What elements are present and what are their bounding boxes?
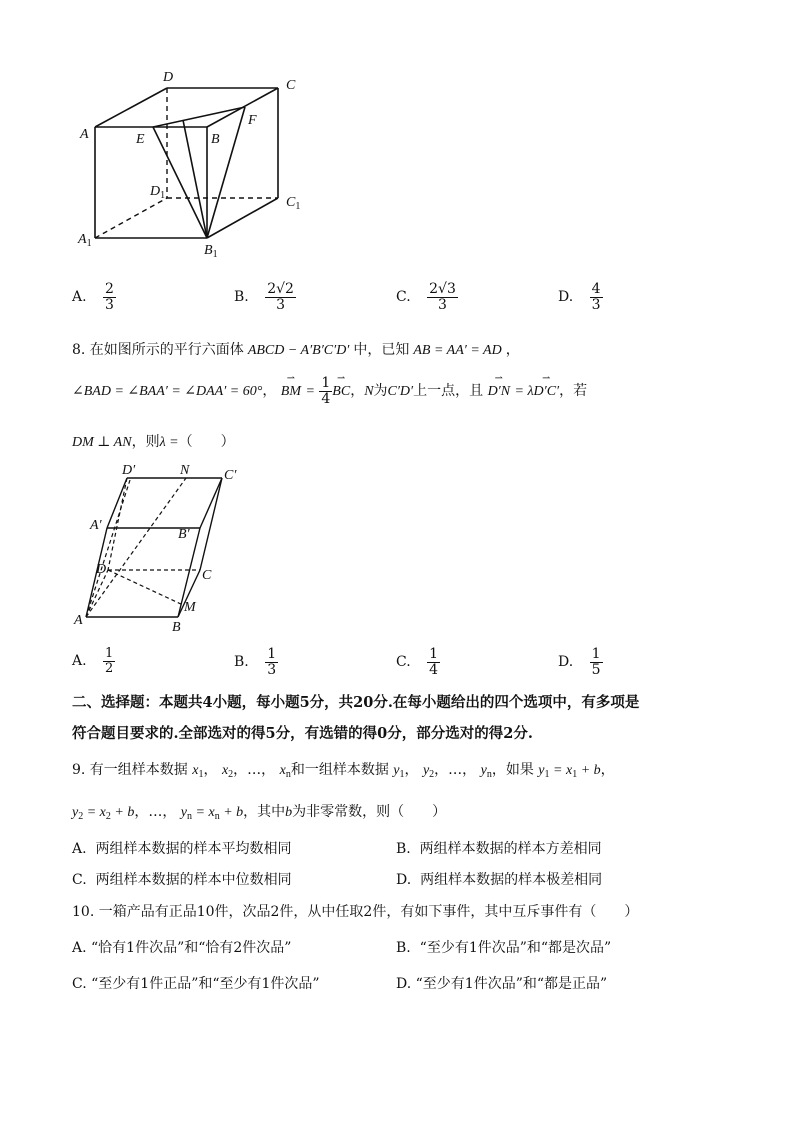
fraction: $\frac{1}{5}$ xyxy=(591,646,601,678)
q9-line-1: 9. 有一组样本数据 $x_1$， $x_2$，…， $x_n$和一组样本数据 $y_1$， $y_2$，…， $y_n$，如果 $y_1 = x_1 + b$， xyxy=(72,762,615,780)
q10-option-b[interactable]: B. “至少有1件次品”和“都是次品” xyxy=(396,940,612,956)
label-B: B xyxy=(211,132,220,147)
q10-option-a[interactable]: A. “恰有1件次品”和“恰有2件次品” xyxy=(72,940,292,956)
q7-option-b[interactable]: B. $\frac{2√2}{3}$ xyxy=(234,281,294,313)
fraction: $\frac{1}{4}$ xyxy=(321,375,331,407)
label-Cp: C′ xyxy=(224,468,237,483)
label-F: F xyxy=(248,113,257,128)
q9-line-2: $y_2 = x_2 + b$，…， $y_n = x_n + b$，其中b为非零常数，则（ ） xyxy=(72,804,447,822)
label-C2: C xyxy=(202,568,212,583)
fraction: $\frac{1}{3}$ xyxy=(267,646,277,678)
label-C1: $C_1$ xyxy=(286,195,301,212)
fraction: $\frac{1}{2}$ xyxy=(105,646,114,676)
label-Dp: D′ xyxy=(122,463,136,478)
label-B2: B xyxy=(172,620,181,635)
q10-option-d[interactable]: D. “至少有1件次品”和“都是正品” xyxy=(396,976,608,992)
label-A1: $A_1$ xyxy=(78,232,92,249)
q10-option-c[interactable]: C. “至少有1件正品”和“至少有1件次品” xyxy=(72,976,320,992)
label-N: N xyxy=(180,463,190,478)
label-M: M xyxy=(184,600,196,615)
section-2-heading-line-1: 二、选择题：本题共4小题，每小题5分，共20分.在每小题给出的四个选项中，有多项是 xyxy=(72,694,640,711)
q8-line-3: DM ⊥ AN，则λ =（ ） xyxy=(72,434,235,450)
fraction: $\frac{2√2}{3}$ xyxy=(267,281,294,313)
label-C: C xyxy=(286,78,296,93)
label-D2: D xyxy=(96,562,107,577)
q8-line-1: 8. 在如图所示的平行六面体 ABCD − A′B′C′D′ 中，已知 AB = AA′ = AD ， xyxy=(72,342,520,358)
label-D1: $D_1$ xyxy=(150,184,166,201)
q10-stem: 10. 一箱产品有正品10件，次品2件，从中任取2件，有如下事件，其中互斥事件有（ ） xyxy=(72,904,639,920)
q7-option-c[interactable]: C. $\frac{2√3}{3}$ xyxy=(396,281,456,313)
label-Ap: A′ xyxy=(90,518,102,533)
q9-option-a[interactable]: A. 两组样本数据的样本平均数相同 xyxy=(72,841,292,857)
q8-line-2: ∠BAD = ∠BAA′ = ∠DAA′ = 60°， ⇀ BM = $\frac{1}{4}$ ⇀ BC，N为C′D′上一点，且 ⇀ D′N = λ⇀ D′C′，若 xyxy=(72,376,587,406)
label-E: E xyxy=(136,132,145,147)
label-B1: $B_1$ xyxy=(204,243,218,260)
q8-option-a[interactable]: A. $\frac{1}{2}$ xyxy=(72,646,114,676)
q9-option-c[interactable]: C. 两组样本数据的样本中位数相同 xyxy=(72,872,292,888)
fraction: $\frac{2}{3}$ xyxy=(105,281,114,313)
q8-option-b[interactable]: B. $\frac{1}{3}$ xyxy=(234,646,277,678)
q8-option-d[interactable]: D. $\frac{1}{5}$ xyxy=(558,646,601,678)
q9-option-b[interactable]: B. 两组样本数据的样本方差相同 xyxy=(396,841,602,857)
q7-option-a[interactable]: A. $\frac{2}{3}$ xyxy=(72,281,114,313)
cube-figure xyxy=(70,68,310,268)
q7-option-d[interactable]: D. $\frac{4}{3}$ xyxy=(558,281,601,313)
parallelepiped-figure xyxy=(70,460,260,630)
fraction: $\frac{2√3}{3}$ xyxy=(429,281,456,313)
section-2-heading-line-2: 符合题目要求的.全部选对的得5分，有选错的得0分，部分选对的得2分. xyxy=(72,725,533,742)
label-Bp: B′ xyxy=(178,527,190,542)
label-A: A xyxy=(80,127,89,142)
fraction: $\frac{4}{3}$ xyxy=(591,281,601,313)
label-A2: A xyxy=(74,613,83,628)
label-D: D xyxy=(163,70,174,85)
q9-option-d[interactable]: D. 两组样本数据的样本极差相同 xyxy=(396,872,603,888)
q8-option-c[interactable]: C. $\frac{1}{4}$ xyxy=(396,646,439,678)
fraction: $\frac{1}{4}$ xyxy=(429,646,439,678)
